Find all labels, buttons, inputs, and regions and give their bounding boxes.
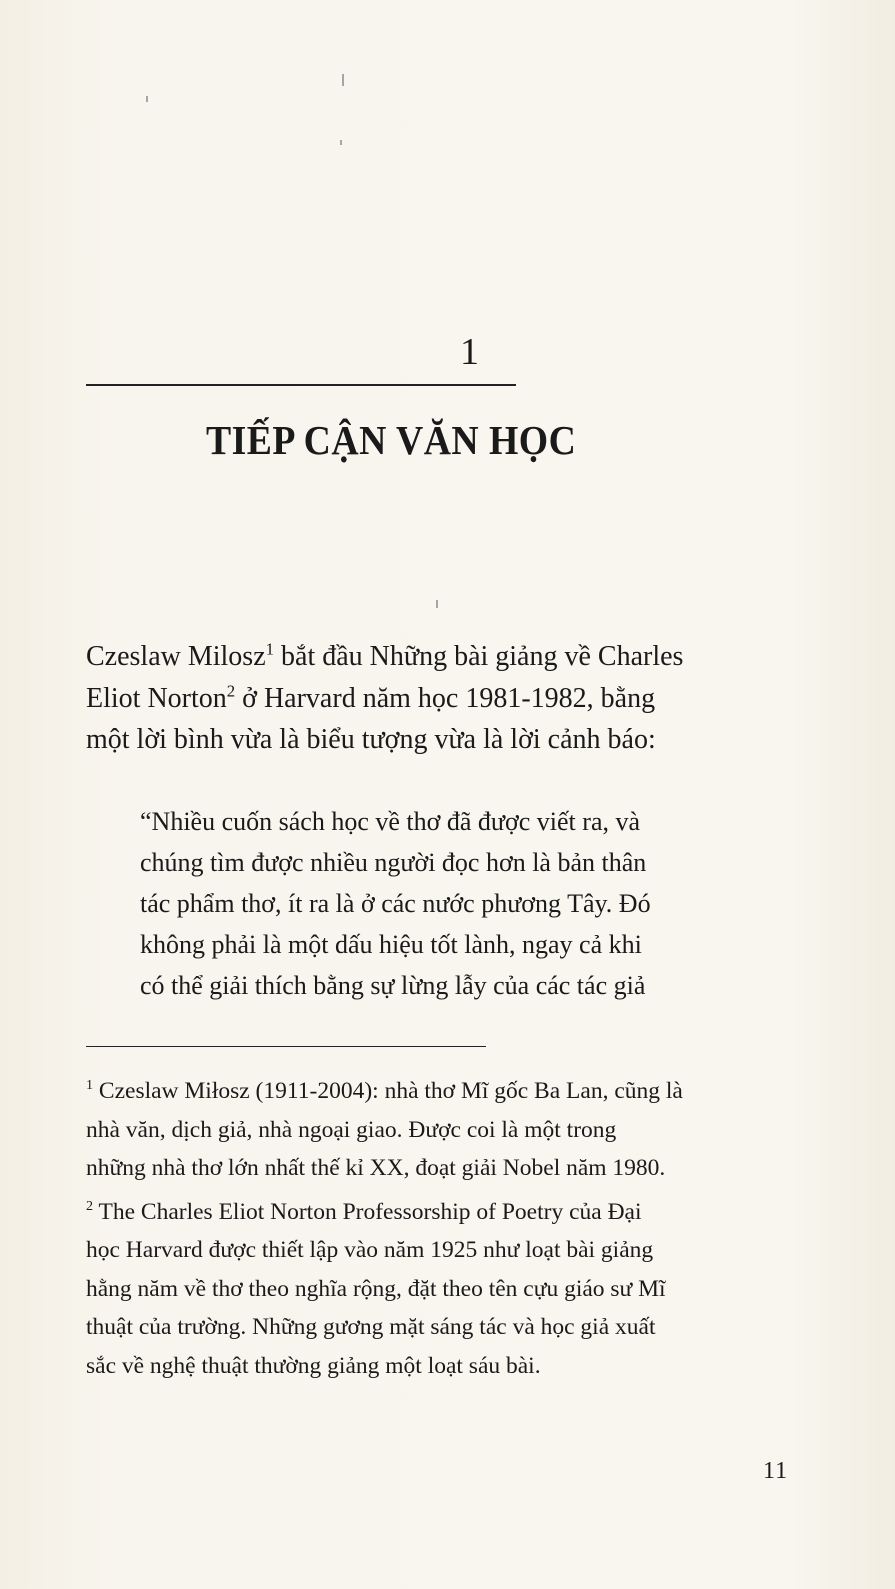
quote-line: tác phẩm thơ, ít ra là ở các nước phương Tây. Đó (140, 889, 651, 918)
footnote-divider (86, 1046, 486, 1047)
footnote-line: hằng năm về thơ theo nghĩa rộng, đặt theo tên cựu giáo sư Mĩ (86, 1275, 666, 1302)
body-line: Czeslaw Milosz$^1$ bắt đầu Những bài giảng về Charles (86, 639, 684, 672)
footnote-line: sắc về nghệ thuật thường giảng một loạt sáu bài. (86, 1352, 541, 1379)
footnote-ref: 1 (265, 639, 275, 659)
quote-line: không phải là một dấu hiệu tốt lành, ngay cả khi (140, 930, 642, 959)
footnote-marker: 2 (86, 1197, 94, 1214)
chapter-divider (86, 384, 516, 386)
body-line: một lời bình vừa là biểu tượng vừa là lời cảnh báo: (86, 724, 656, 755)
paper-speck (340, 140, 342, 145)
paper-speck (342, 74, 344, 86)
body-line: Eliot Norton$^2$ ở Harvard năm học 1981-1982, bằng (86, 681, 656, 714)
body-paragraph (86, 636, 798, 761)
footnote-line: những nhà thơ lớn nhất thế kỉ XX, đoạt giải Nobel năm 1980. (86, 1155, 666, 1181)
footnote-1 (86, 1072, 801, 1188)
quote-line: “Nhiều cuốn sách học về thơ đã được viết ra, và (140, 807, 641, 836)
footnote-line: nhà văn, dịch giả, nhà ngoại giao. Được coi là một trong (86, 1116, 617, 1143)
bleed-through-text (380, 150, 385, 171)
quote-line: chúng tìm được nhiều người đọc hơn là bản thân (140, 848, 647, 877)
chapter-title: TIẾP CẬN VĂN HỌC (206, 417, 577, 463)
chapter-number: 1 (460, 331, 479, 373)
footnote-ref: 2 (226, 681, 236, 701)
footnote-2 (86, 1193, 801, 1386)
footnote-line: thuật của trường. Những gương mặt sáng tác và học giả xuất (86, 1314, 656, 1340)
footnote-line: $^1$ Czeslaw Miłosz (1911-2004): nhà thơ Mĩ gốc Ba Lan, cũng là (86, 1077, 683, 1104)
quote-line: có thể giải thích bằng sự lừng lẫy của các tác giả (140, 971, 646, 1000)
paper-speck (436, 600, 438, 608)
block-quote (140, 801, 800, 1006)
footnote-line: học Harvard được thiết lập vào năm 1925 như loạt bài giảng (86, 1237, 654, 1263)
footnotes (86, 1072, 801, 1390)
paper-speck (146, 96, 148, 102)
footnote-marker: 1 (86, 1077, 94, 1094)
page-number: 11 (763, 1458, 789, 1484)
footnote-line: $^2$ The Charles Eliot Norton Professorship of Poetry của Đại (86, 1197, 642, 1225)
